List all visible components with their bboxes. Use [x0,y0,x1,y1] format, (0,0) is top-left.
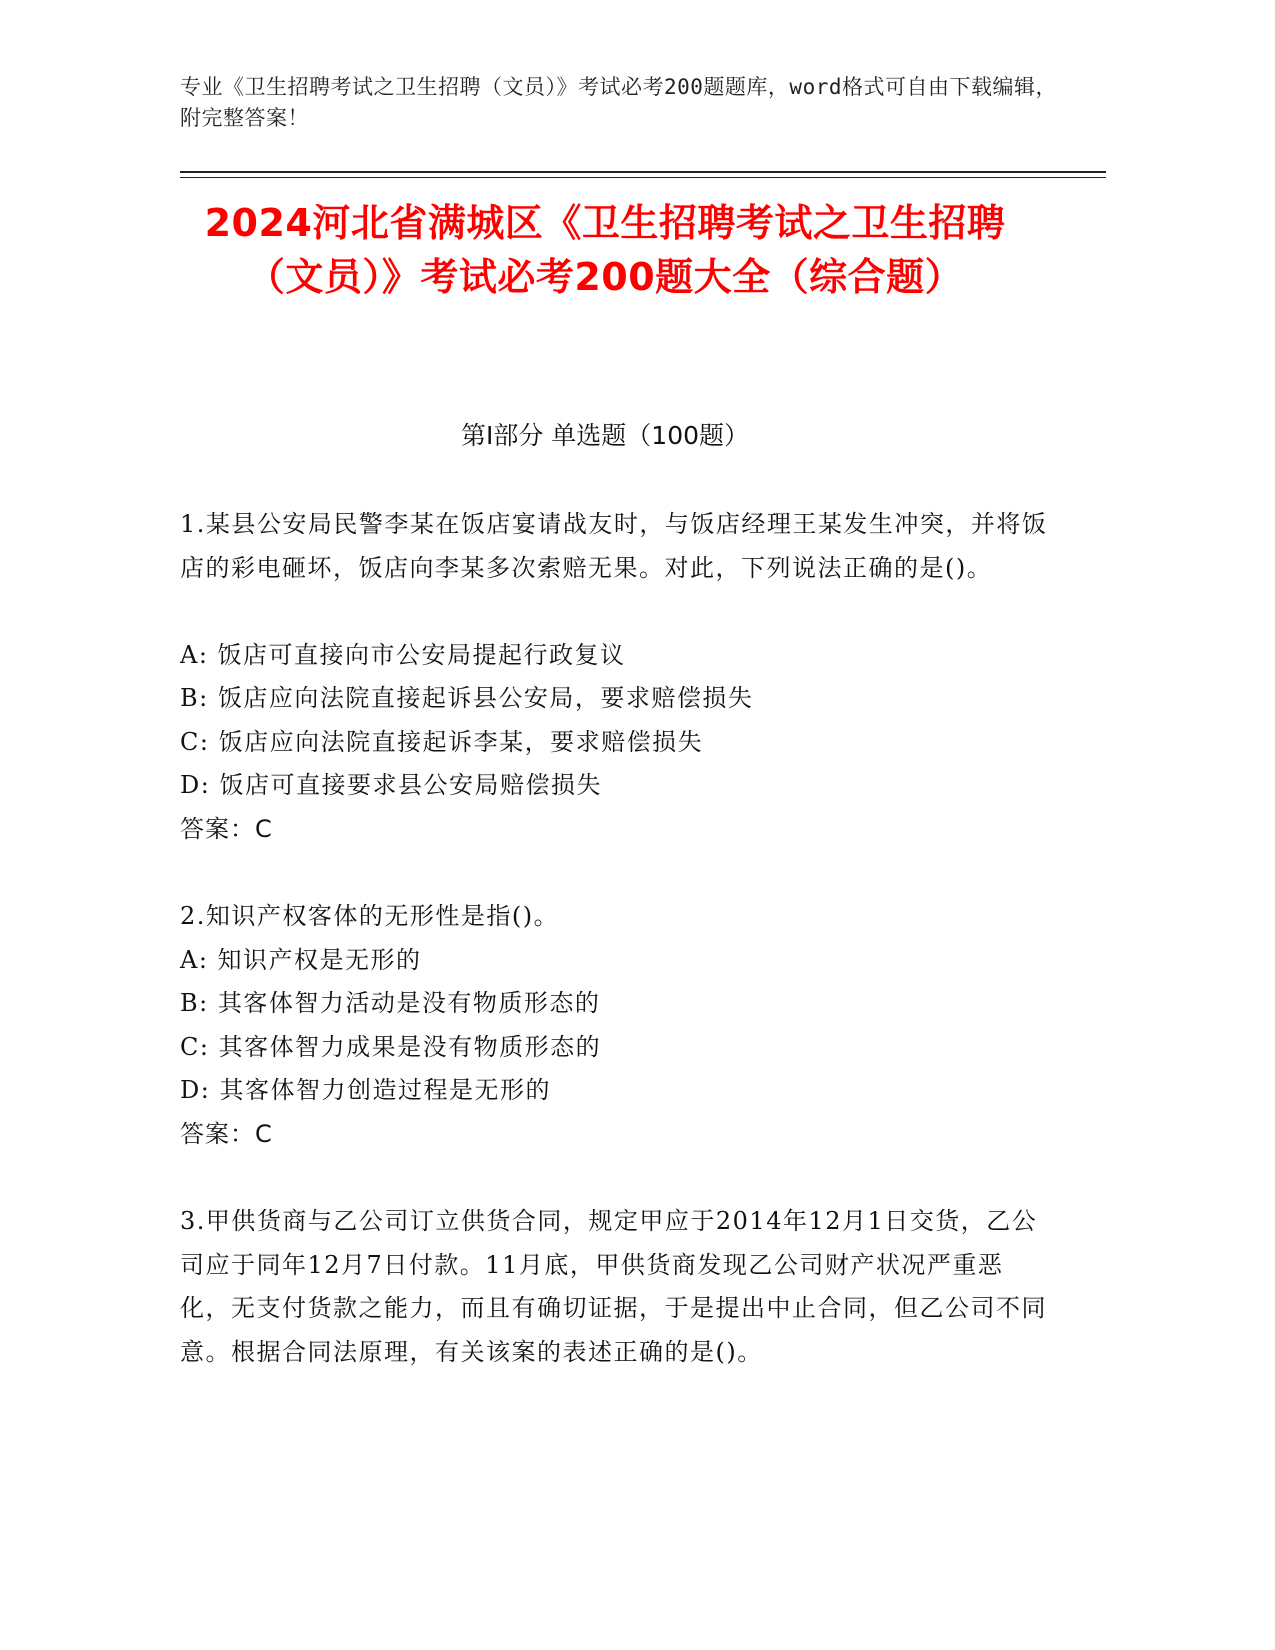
question-1-option-d: D: 饭店可直接要求县公安局赔偿损失 [180,771,602,799]
question-2-option-b: B: 其客体智力活动是没有物质形态的 [180,989,601,1017]
question-1-stem: 1.某县公安局民警李某在饭店宴请战友时，与饭店经理王某发生冲突，并将饭店的彩电砸坏，饭店向李某多次索赔无果。对此，下列说法正确的是()。 [180,510,1048,582]
question-2-answer: 答案：C [180,1120,273,1148]
question-2-option-c: C: 其客体智力成果是没有物质形态的 [180,1033,602,1061]
question-1-answer: 答案：C [180,815,273,843]
question-2-option-d: D: 其客体智力创造过程是无形的 [180,1076,551,1104]
question-2-stem: 2.知识产权客体的无形性是指()。 [180,902,560,930]
question-1-option-b: B: 饭店应向法院直接起诉县公安局，要求赔偿损失 [180,684,754,712]
question-1-option-a: A: 饭店可直接向市公安局提起行政复议 [180,641,626,669]
header-divider-thick [180,171,1106,173]
question-3-stem: 3.甲供货商与乙公司订立供货合同，规定甲应于2014年12月1日交货，乙公司应于同年12月7日付款。11月底，甲供货商发现乙公司财产状况严重恶化，无支付货款之能力，而且有确切证据，于是提出中止合同，但乙公司不同意。根据合同法原理，有关该案的表述正确的是()。 [180,1207,1047,1366]
header-note: 专业《卫生招聘考试之卫生招聘（文员）》考试必考200题题库，word格式可自由下载编辑，附完整答案！ [180,75,1057,130]
header-divider-thin [180,177,1106,178]
question-2-option-a: A: 知识产权是无形的 [180,946,422,974]
section-heading: 第Ⅰ部分 单选题（100题） [460,421,750,450]
document-title: 2024河北省满城区《卫生招聘考试之卫生招聘（文员）》考试必考200题大全（综合题） [204,201,1006,299]
question-1-option-c: C: 饭店应向法院直接起诉李某，要求赔偿损失 [180,728,704,756]
